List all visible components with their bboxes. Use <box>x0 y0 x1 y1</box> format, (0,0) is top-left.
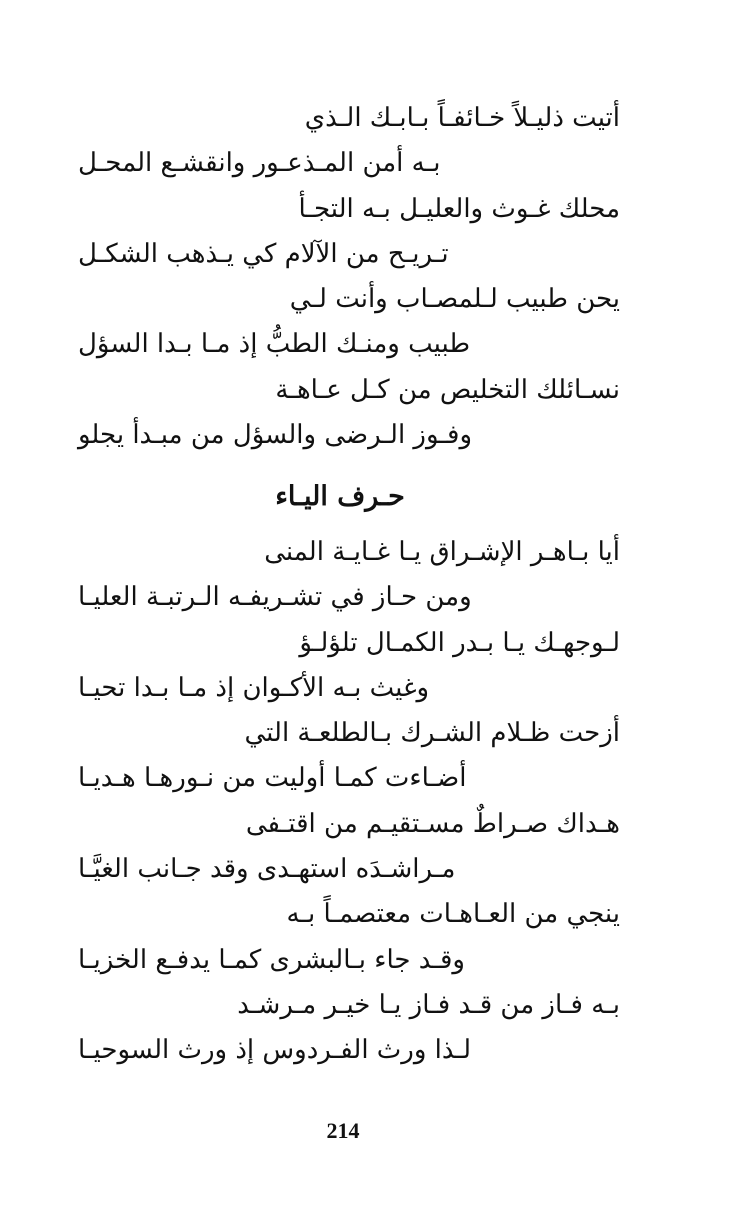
verse-line: أزحت ظـلام الشـرك بـالطلعـة التي <box>244 718 620 749</box>
verse-line: نسـائلك التخليص من كـل عـاهـة <box>275 374 620 405</box>
verse-line: بـه فـاز من قـد فـاز يـا خيـر مـرشـد <box>237 989 620 1020</box>
verse-line: مـراشـدَه استهـدى وقد جـانب الغيَّـا <box>78 854 456 885</box>
verse-line: أضـاءت كمـا أوليت من نـورهـا هـديـا <box>78 763 467 794</box>
section-title: حـرف اليـاء <box>275 481 405 512</box>
verse-line: طبيب ومنـك الطبُّ إذ مـا بـدا السؤل <box>78 329 471 360</box>
verse-line: أيا بـاهـر الإشـراق يـا غـايـة المنى <box>264 537 620 567</box>
verse-line: محلك غـوث والعليـل بـه التجـأ <box>298 193 620 224</box>
verse-line: ومن حـاز في تشـريفـه الـرتبـة العليـا <box>78 582 472 613</box>
verse-line: هـداك صـراطٌ مسـتقيـم من اقتـفى <box>245 808 620 839</box>
verse-line: تـريـح من الآلام كي يـذهب الشكـل <box>78 238 449 269</box>
verse-line: وفـوز الـرضى والسؤل من مبـدأ يجلو <box>78 420 473 451</box>
verse-line: بـه أمن المـذعـور وانقشـع المحـل <box>78 148 441 179</box>
verse-line: لـذا ورث الفـردوس إذ ورث السوحيـا <box>78 1035 472 1066</box>
verse-line: وغيث بـه الأكـوان إذ مـا بـدا تحيـا <box>78 672 430 703</box>
page-number: 214 <box>326 1118 360 1143</box>
verse-line: لـوجهـك يـا بـدر الكمـال تلؤلـؤ <box>299 627 620 658</box>
poem-part-1 <box>60 96 620 458</box>
verse-line: يحن طبيب لـلمصـاب وأنت لـي <box>289 284 620 315</box>
poem-part-2 <box>60 530 620 1074</box>
verse-line: ينجي من العـاهـات معتصمـاً بـه <box>286 899 620 930</box>
verse-line: أتيت ذليـلاً خـائفـاً بـابـك الـذي <box>304 103 620 133</box>
verse-line: وقـد جاء بـالبشرى كمـا يدفـع الخزيـا <box>78 944 465 975</box>
